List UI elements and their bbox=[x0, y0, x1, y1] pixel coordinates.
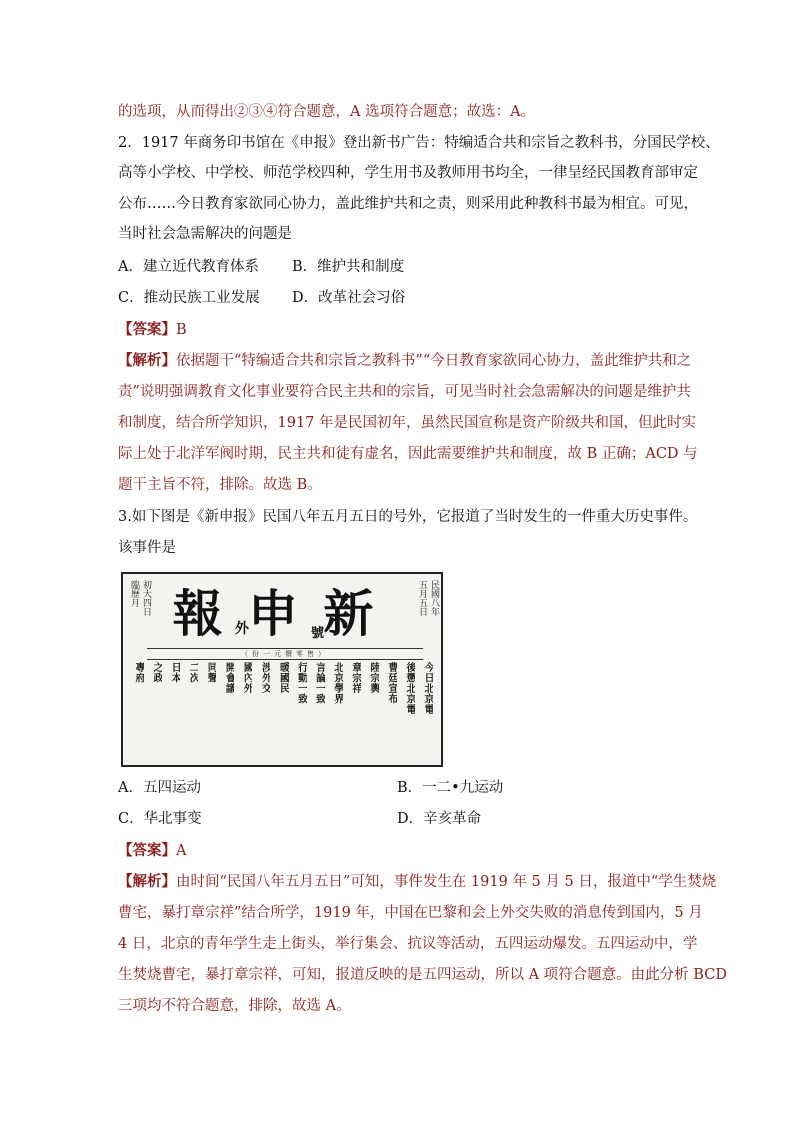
q3-answer bbox=[118, 841, 683, 861]
newspaper-column: 日本 bbox=[169, 662, 181, 683]
q2-stem-line-2: 高等小学校、中学校、师范学校四种，学生用书及教师用书均全，一律呈经民国教育部审定 bbox=[118, 165, 698, 181]
q3-answer-value: A bbox=[176, 843, 187, 859]
q3-analysis-tag: 【解析】 bbox=[118, 873, 176, 890]
newspaper-column: 後懲北京電 bbox=[403, 662, 415, 715]
q2-answer bbox=[118, 320, 683, 340]
newspaper-left-margin-1: 臨歷月 bbox=[129, 580, 139, 607]
newspaper-column: 同聲 bbox=[205, 662, 217, 683]
q2-option-b: B．维护共和制度 bbox=[292, 259, 405, 275]
newspaper-body-text bbox=[133, 662, 433, 762]
prev-answer-tail bbox=[118, 102, 683, 122]
newspaper-column: 開會議 bbox=[223, 662, 235, 694]
q3-option-a: A．五四运动 bbox=[118, 780, 201, 796]
newspaper-price-banner: （份一元價零售） bbox=[147, 648, 423, 660]
q3-analysis-line-5: 三项均不符合题意，排除，故选 A。 bbox=[118, 998, 351, 1014]
newspaper-column: 二次 bbox=[187, 662, 199, 683]
newspaper-column: 專府 bbox=[133, 662, 144, 683]
q3-analysis-line-2: 曹宅，暴打章宗祥”结合所学，1919 年，中国在巴黎和会上外交失败的消息传到国内，5 月 bbox=[118, 905, 703, 921]
q3-stem-line-2: 该事件是 bbox=[118, 540, 176, 556]
q2-analysis-line-3: 和制度，结合所学知识，1917 年是民国初年，虽然民国宣称是资产阶级共和国，但此时实 bbox=[118, 415, 697, 431]
q3-analysis-line-1 bbox=[118, 872, 717, 892]
newspaper-column: 暖國民 bbox=[277, 662, 289, 694]
newspaper-masthead bbox=[161, 580, 387, 643]
q2-stem-line-1: 2．1917 年商务印书馆在《申报》登出新书广告：特编适合共和宗旨之教科书，分国民学校、 bbox=[118, 135, 720, 151]
q2-analysis-line-5: 题干主旨不符，排除。故选 B。 bbox=[118, 477, 322, 493]
newspaper-column: 國內外 bbox=[241, 662, 253, 694]
masthead-char-1: 報 bbox=[172, 584, 225, 643]
q2-analysis-text-1: 依据题干“特编适合共和宗旨之教科书”“今日教育家欲同心协力，盖此维护共和之 bbox=[176, 353, 692, 369]
newspaper-left-margin-2: 初大四日 bbox=[141, 580, 151, 616]
q2-analysis-line-2: 责”说明强调教育文化事业要符合民主共和的宗旨，可见当时社会急需解决的问题是维护共 bbox=[118, 384, 691, 400]
q3-answer-tag: 【答案】 bbox=[118, 842, 176, 859]
q2-answer-tag: 【答案】 bbox=[118, 321, 176, 338]
prev-tail-circled-numbers: ②③④ bbox=[234, 104, 278, 120]
prev-tail-conclusion: 符合题意，A 选项符合题意；故选：A。 bbox=[277, 104, 536, 120]
q3-analysis-text-1: 由时间“民国八年五月五日”可知，事件发生在 1919 年 5 月 5 日，报道中“学生焚烧 bbox=[176, 874, 717, 890]
masthead-char-3: 新 bbox=[323, 584, 376, 643]
newspaper-date-col-2: 民國八年 bbox=[429, 580, 439, 616]
newspaper-hao-label: 號 bbox=[311, 626, 325, 641]
newspaper-column: 曹廷宣布 bbox=[385, 662, 397, 704]
q2-stem-line-3: 公布……今日教育家欲同心协力，盖此维护共和之责，则采用此种教科书最为相宜。可见， bbox=[118, 196, 698, 212]
newspaper-date-col-1: 五月五日 bbox=[417, 580, 427, 616]
q2-answer-value: B bbox=[176, 322, 187, 338]
newspaper-column: 陸宗輿 bbox=[367, 662, 379, 694]
newspaper-extra-image bbox=[121, 572, 443, 767]
newspaper-column: 之政 bbox=[151, 662, 163, 683]
q2-analysis-line-1 bbox=[118, 351, 692, 371]
q3-option-d: D．辛亥革命 bbox=[397, 811, 482, 827]
q3-stem-line-1: 3.如下图是《新申报》民国八年五月五日的号外，它报道了当时发生的一件重大历史事件。 bbox=[118, 509, 698, 525]
newspaper-column: 今日北京電 bbox=[422, 662, 433, 715]
newspaper-column: 行動一致 bbox=[295, 662, 307, 704]
q2-stem-line-4: 当时社会急需解决的问题是 bbox=[118, 226, 292, 242]
q2-option-a: A．建立近代教育体系 bbox=[118, 259, 259, 275]
newspaper-column: 章宗祥 bbox=[349, 662, 361, 694]
newspaper-extra-label: 外 bbox=[235, 621, 249, 637]
prev-tail-text: 的选项，从而得出 bbox=[118, 104, 234, 120]
q3-option-b: B．一二•九运动 bbox=[397, 780, 504, 796]
q3-option-c: C．华北事变 bbox=[118, 811, 202, 827]
q2-option-c: C．推动民族工业发展 bbox=[118, 290, 260, 306]
q2-analysis-line-4: 际上处于北洋军阀时期，民主共和徒有虚名，因此需要维护共和制度，故 B 正确；ACD 与 bbox=[118, 446, 698, 462]
newspaper-column: 言論一致 bbox=[313, 662, 325, 704]
q3-analysis-line-3: 4 日，北京的青年学生走上街头，举行集会、抗议等活动，五四运动爆发。五四运动中，学 bbox=[118, 936, 698, 952]
q2-option-d: D．改革社会习俗 bbox=[292, 290, 406, 306]
newspaper-column: 北京學界 bbox=[331, 662, 343, 704]
q2-analysis-tag: 【解析】 bbox=[118, 352, 176, 369]
q3-analysis-line-4: 生焚烧曹宅，暴打章宗祥，可知，报道反映的是五四运动，所以 A 项符合题意。由此分析 BCD bbox=[118, 967, 727, 983]
newspaper-column: 涉外交 bbox=[259, 662, 271, 694]
masthead-char-2: 申 bbox=[247, 584, 300, 643]
